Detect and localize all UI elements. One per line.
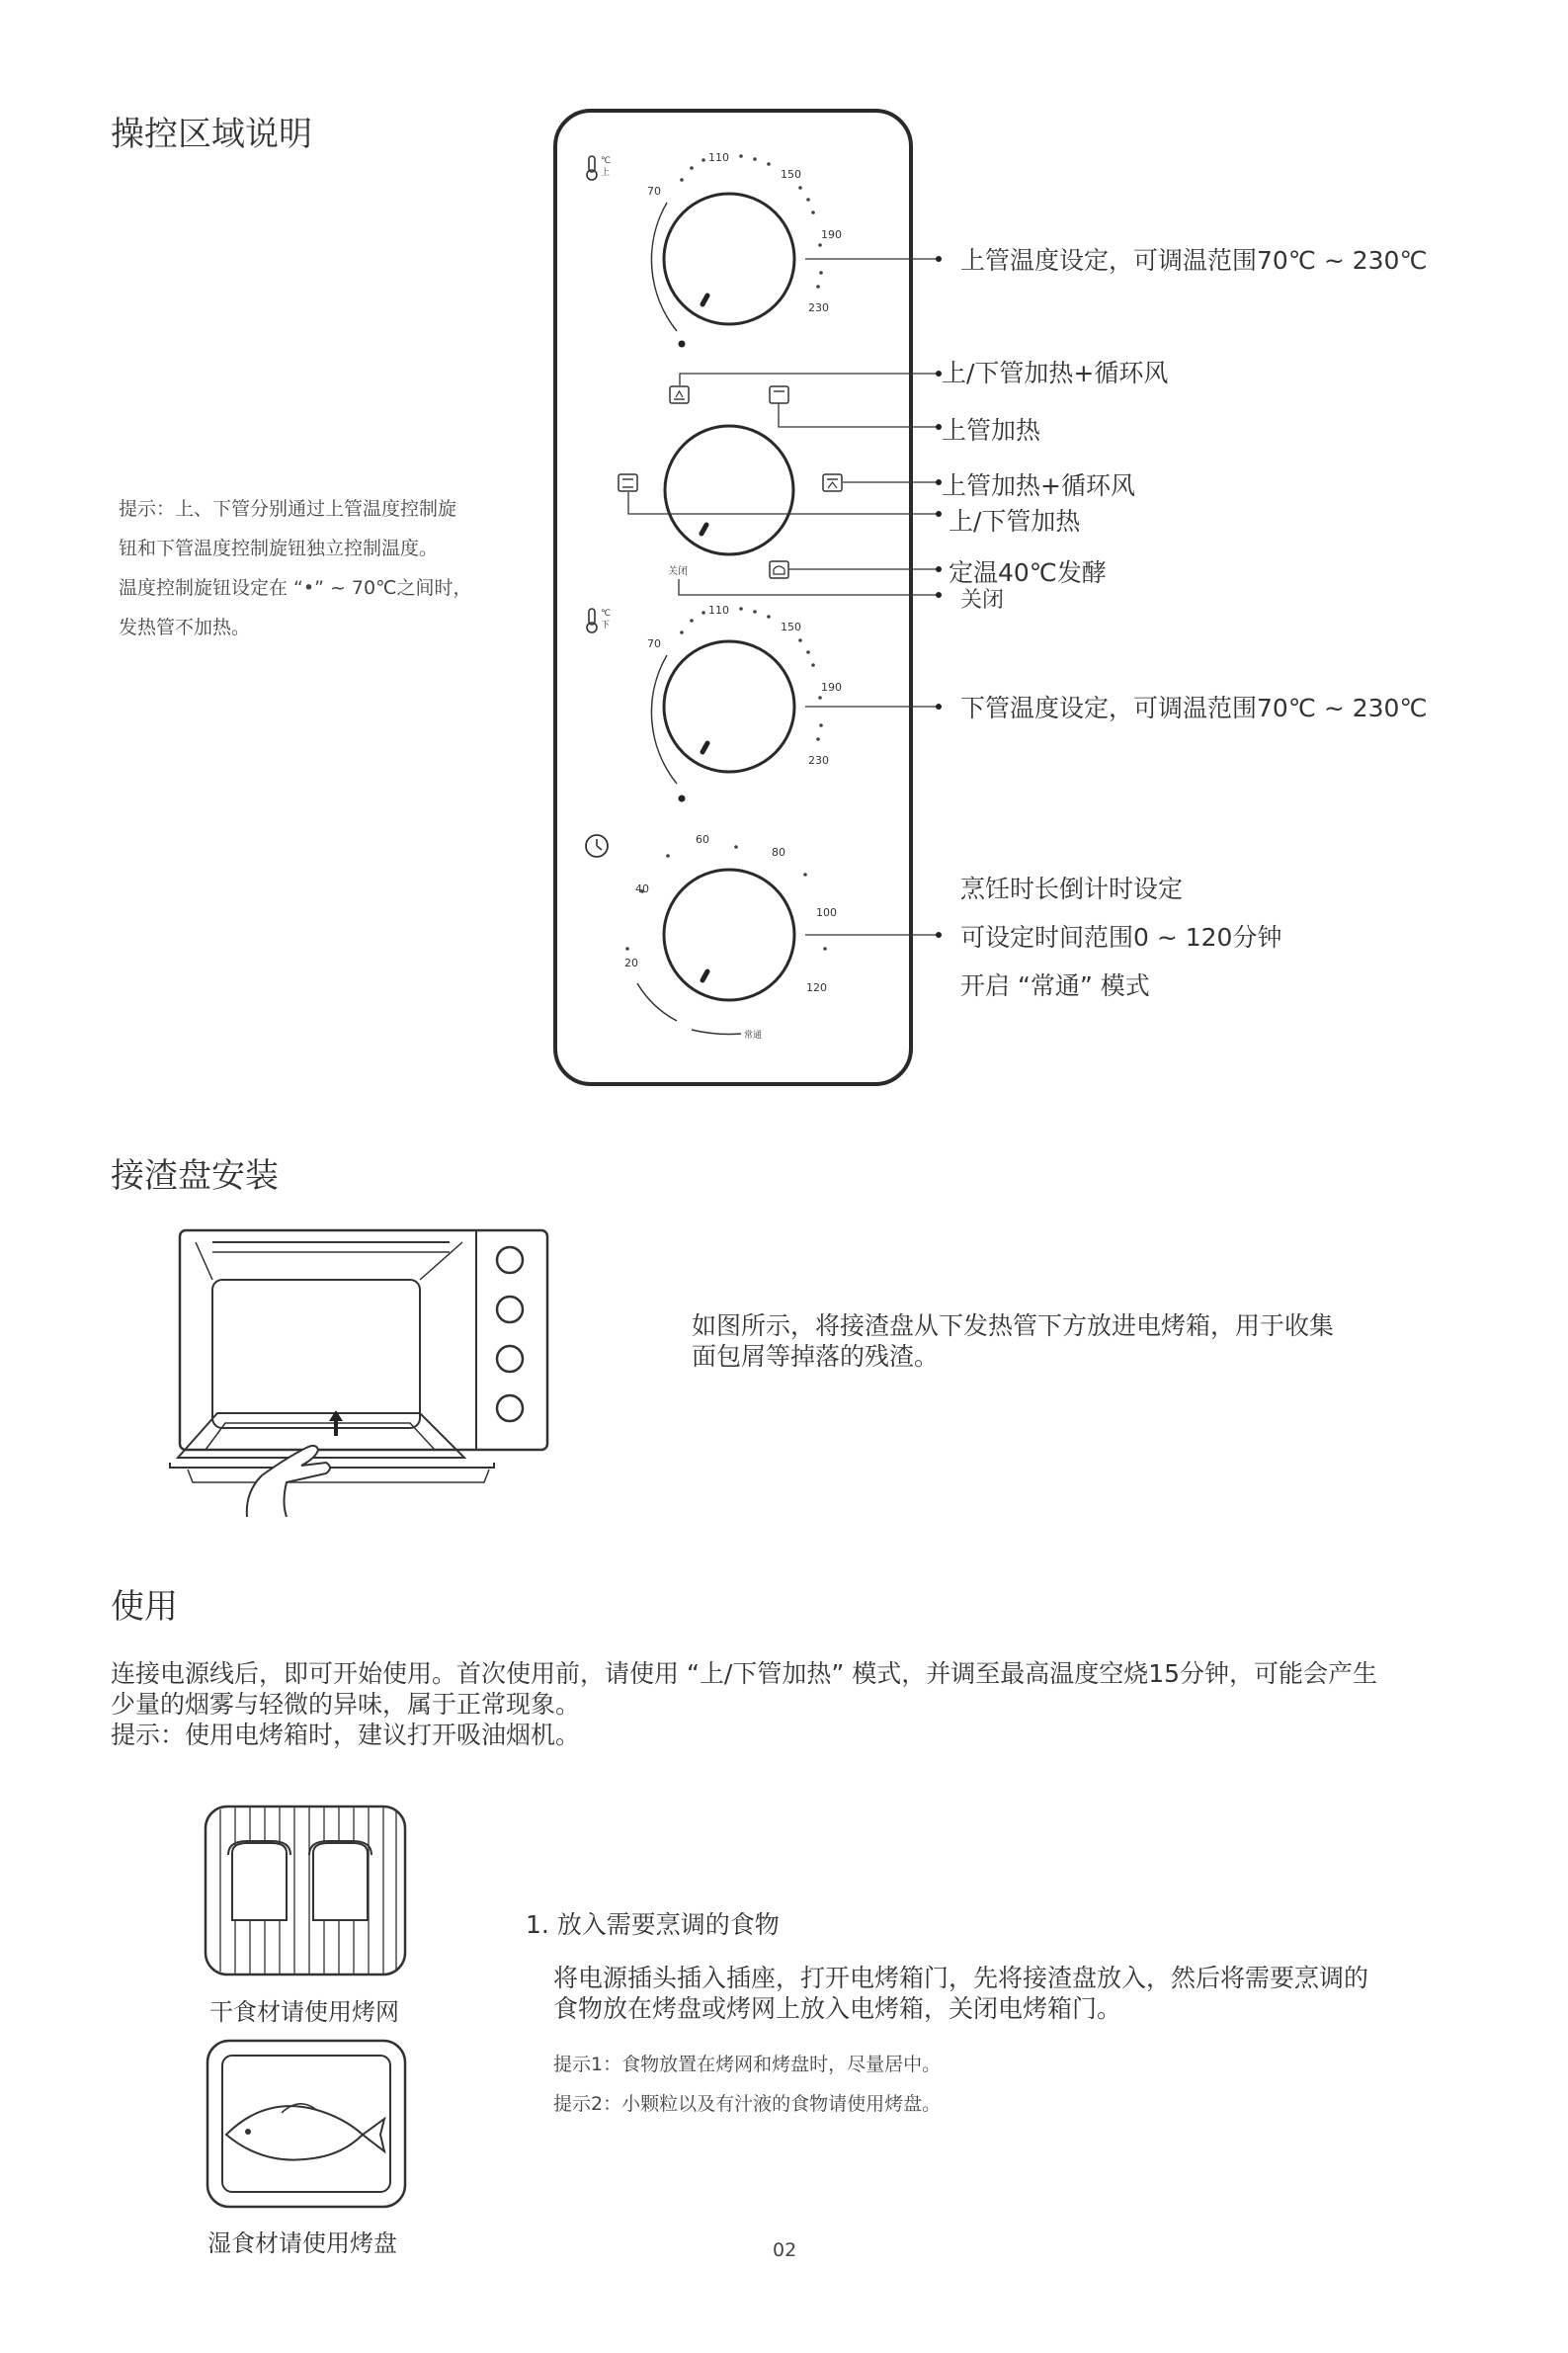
upper-tick-110: 110 (708, 151, 729, 164)
ferment-icon (770, 561, 788, 578)
usage-para-line: 少量的烟雾与轻微的异味，属于正常现象。 (111, 1690, 581, 1719)
timer-scale-dots (625, 845, 827, 951)
lower-temp-knob (664, 641, 794, 772)
upper-knob-pointer (702, 295, 707, 304)
upper-tick-190: 190 (821, 228, 842, 241)
baking-pan-illustration (205, 2038, 408, 2211)
upper-tick-230: 230 (808, 301, 829, 314)
callout-upper-temp: 上管温度设定，可调温范围70℃ ~ 230℃ (960, 246, 1428, 275)
oven-cavity (212, 1280, 420, 1428)
step-1-tip-2: 提示2：小颗粒以及有汁液的食物请使用烤盘。 (553, 2093, 942, 2115)
timer-tick-40: 40 (635, 882, 649, 895)
step-1-line: 食物放在烤盘或烤网上放入电烤箱，关闭电烤箱门。 (553, 1994, 1122, 2023)
step-1-title: 1. 放入需要烹调的食物 (526, 1910, 780, 1939)
callout-mode-top-fan: 上管加热+循环风 (942, 471, 1135, 500)
mode-knob (665, 426, 793, 554)
page-number: 02 (773, 2239, 797, 2261)
control-panel-outline (555, 111, 911, 1084)
oven-tray-illustration (168, 1220, 563, 1517)
tray-description (692, 1310, 1334, 1372)
timer-tick-80: 80 (772, 846, 785, 859)
lower-unit: ℃ (601, 609, 612, 619)
callout-timer-3: 开启 “常通” 模式 (960, 971, 1150, 1000)
rack-caption: 干食材请使用烤网 (209, 1998, 399, 2026)
usage-para-line: 提示：使用电烤箱时，建议打开吸油烟机。 (111, 1721, 581, 1749)
upper-off-dot (679, 341, 686, 348)
callout-mode-ferment: 定温40℃发酵 (949, 558, 1107, 587)
note-line: 温度控制旋钮设定在 “•” ~ 70℃之间时， (119, 577, 472, 599)
callout-timer-2: 可设定时间范围0 ~ 120分钟 (960, 923, 1282, 952)
usage-para-line: 连接电源线后，即可开始使用。首次使用前，请使用 “上/下管加热” 模式，并调至最高温度空烧15分钟，可能会产生 (111, 1659, 1378, 1688)
lower-off-dot (679, 796, 686, 802)
oven-knobs (497, 1247, 523, 1421)
lower-tick-190: 190 (821, 681, 842, 694)
bread-icon (228, 1841, 371, 1920)
note-line: 提示：上、下管分别通过上管温度控制旋 (119, 498, 457, 520)
timer-tick-20: 20 (624, 957, 638, 969)
step-1-text (553, 1963, 1368, 2024)
thermometer-icon (587, 609, 597, 632)
timer-knob-pointer (702, 971, 707, 980)
top-bottom-fan-icon (670, 386, 689, 403)
baking-rack-illustration (203, 1804, 410, 1979)
hand-icon (247, 1446, 330, 1517)
mode-off-mark: 关闭 (668, 566, 688, 577)
thermometer-icon (587, 156, 597, 180)
section-heading-control: 操控区域说明 (111, 115, 312, 154)
upper-temp-knob (664, 194, 794, 324)
callout-mode-top-bottom-fan: 上/下管加热+循环风 (942, 359, 1169, 387)
oven-body (180, 1230, 547, 1450)
clock-icon (586, 835, 608, 857)
callout-mode-top: 上管加热 (942, 416, 1041, 445)
callout-mode-off: 关闭 (960, 588, 1005, 613)
note-line: 发热管不加热。 (119, 617, 251, 638)
mode-knob-group (619, 371, 942, 598)
upper-unit: ℃ (601, 156, 612, 166)
lower-temp-knob-group (587, 604, 942, 802)
section-heading-usage: 使用 (111, 1587, 178, 1627)
fish-icon (226, 2104, 384, 2160)
pan-caption: 湿食材请使用烤盘 (207, 2229, 397, 2257)
top-bottom-heat-icon (619, 474, 637, 491)
timer-tick-100: 100 (816, 906, 837, 919)
note-line: 钮和下管温度控制旋钮独立控制温度。 (119, 538, 439, 559)
timer-knob-group (586, 833, 942, 1041)
timer-knob (664, 870, 794, 1000)
lower-scale-dots (680, 607, 823, 741)
upper-tick-150: 150 (781, 168, 801, 181)
upper-temp-knob-group (587, 151, 942, 348)
lower-tick-110: 110 (708, 604, 729, 617)
callout-timer-1: 烹饪时长倒计时设定 (960, 875, 1184, 903)
always-on-label: 常通 (744, 1031, 763, 1041)
timer-tick-60: 60 (696, 833, 709, 846)
lower-knob-pointer (702, 743, 707, 752)
tray-desc-line: 如图所示，将接渣盘从下发热管下方放进电烤箱，用于收集 (692, 1311, 1335, 1340)
top-fan-icon (823, 474, 842, 491)
section-heading-tray: 接渣盘安装 (111, 1156, 279, 1196)
lower-tick-70: 70 (647, 637, 661, 650)
always-on-arc (692, 1030, 741, 1035)
usage-intro (111, 1658, 1454, 1750)
timer-arc (637, 983, 677, 1021)
timer-tick-120: 120 (806, 981, 827, 994)
lower-tick-150: 150 (781, 621, 801, 633)
lower-label: 下 (601, 621, 611, 630)
lower-tick-230: 230 (808, 754, 829, 767)
upper-label: 上 (601, 168, 611, 178)
control-panel-diagram (0, 0, 1568, 1107)
top-heat-icon (770, 386, 788, 403)
tray-desc-line: 面包屑等掉落的残渣。 (692, 1342, 940, 1371)
mode-knob-pointer (701, 525, 706, 534)
callout-mode-top-bottom: 上/下管加热 (949, 507, 1081, 536)
upper-scale-dots (680, 154, 823, 289)
upper-tick-70: 70 (647, 185, 661, 198)
callout-lower-temp: 下管温度设定，可调温范围70℃ ~ 230℃ (960, 694, 1428, 722)
step-1-line: 将电源插头插入插座，打开电烤箱门，先将接渣盘放入，然后将需要烹调的 (553, 1964, 1369, 1992)
step-1-tip-1: 提示1：食物放置在烤网和烤盘时，尽量居中。 (553, 2054, 942, 2075)
